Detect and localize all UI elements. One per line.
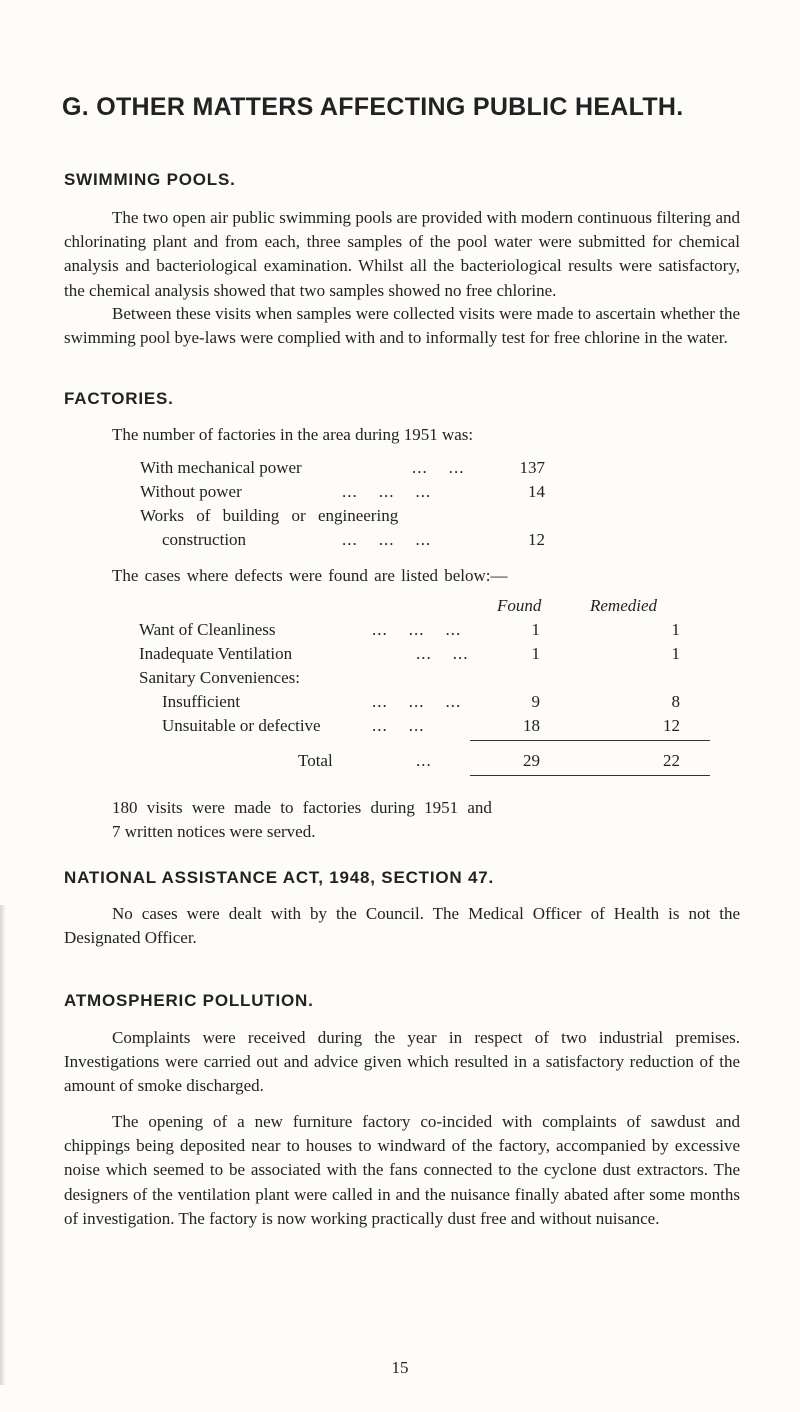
total-rule-bottom: [470, 775, 710, 776]
count-label-continued: construction: [162, 530, 247, 549]
count-label: Without power: [140, 482, 242, 501]
defect-label: Want of Cleanliness: [139, 620, 276, 639]
column-header-remedied: Remedied: [590, 596, 658, 615]
count-label: With mechanical power: [140, 458, 302, 477]
leader-dots: ... ... ...: [342, 530, 432, 549]
defect-found: 9: [531, 692, 540, 711]
leader-dots: ... ... ...: [342, 482, 432, 501]
defect-found: 18: [523, 716, 540, 735]
heading-national-assistance: NATIONAL ASSISTANCE ACT, 1948, SECTION 47.: [64, 868, 495, 887]
visits-line-1: 180 visits were made to factories during 1951 and: [112, 798, 492, 817]
defects-intro: The cases where defects were found are listed below:—: [112, 566, 508, 585]
factories-intro: The number of factories in the area during 1951 was:: [112, 425, 474, 444]
total-label: Total: [298, 751, 333, 770]
paragraph-swimming-1: The two open air public swimming pools are provided with modern continuous filtering and chlorinating plant and from each, three samples of the pool water were submitted for chemical analysis and bacteriological examination. Whilst all the bacteriological results were satisfactory, the chemical analysis showed that two samples showed no free chlorine.: [64, 208, 740, 300]
defect-label: Sanitary Conveniences:: [139, 668, 300, 687]
leader-dots: ... ... ...: [372, 620, 462, 639]
leader-dots: ... ...: [416, 644, 469, 663]
total-remedied: 22: [663, 751, 680, 770]
defect-label: Insufficient: [162, 692, 241, 711]
leader-dots: ... ...: [372, 716, 425, 735]
defect-remedied: 1: [671, 644, 680, 663]
column-header-found: Found: [497, 596, 542, 615]
paragraph-national-assistance: No cases were dealt with by the Council. The Medical Officer of Health is not the Designated Officer.: [64, 904, 740, 948]
paragraph-swimming-2: Between these visits when samples were collected visits were made to ascertain whether the swimming pool bye-laws were complied with and to informally test for free chlorine in the water.: [64, 304, 740, 348]
count-value: 14: [528, 482, 545, 501]
count-value: 12: [528, 530, 545, 549]
defect-remedied: 8: [671, 692, 680, 711]
defect-label: Inadequate Ventilation: [139, 644, 293, 663]
leader-dots: ... ... ...: [372, 692, 462, 711]
visits-line-2: 7 written notices were served.: [112, 822, 316, 841]
leader-dots: ... ...: [412, 458, 465, 477]
defect-label: Unsuitable or defective: [162, 716, 321, 735]
count-label: Works of building or engineering: [140, 506, 399, 525]
count-value: 137: [519, 458, 545, 477]
paragraph-atmospheric-2: The opening of a new furniture factory co-incided with complaints of sawdust and chippings being deposited near to houses to windward of the factory, accompanied by excessive noise which seemed to be associated with the fans connected to the cyclone dust extractors. The designers of the ventilation plant were called in and the nuisance finally abated after some months of investigation. The factory is now working practically dust free and without nuisance.: [64, 1112, 740, 1228]
total-rule-top: [470, 740, 710, 741]
heading-factories: FACTORIES.: [64, 389, 174, 408]
total-found: 29: [523, 751, 540, 770]
defect-remedied: 12: [663, 716, 680, 735]
heading-atmospheric-pollution: ATMOSPHERIC POLLUTION.: [64, 991, 314, 1010]
page-number: 15: [391, 1358, 409, 1377]
defect-found: 1: [531, 620, 540, 639]
defect-remedied: 1: [671, 620, 680, 639]
page-title: G. OTHER MATTERS AFFECTING PUBLIC HEALTH.: [62, 93, 684, 121]
leader-dots: ...: [416, 751, 432, 770]
paragraph-atmospheric-1: Complaints were received during the year in respect of two industrial premises. Investigations were carried out and advice given which resulted in a satisfactory reduction of the amount of smoke discharged.: [64, 1028, 740, 1096]
defect-found: 1: [531, 644, 540, 663]
heading-swimming-pools: SWIMMING POOLS.: [64, 170, 236, 189]
page-edge-shadow: [0, 905, 6, 1385]
